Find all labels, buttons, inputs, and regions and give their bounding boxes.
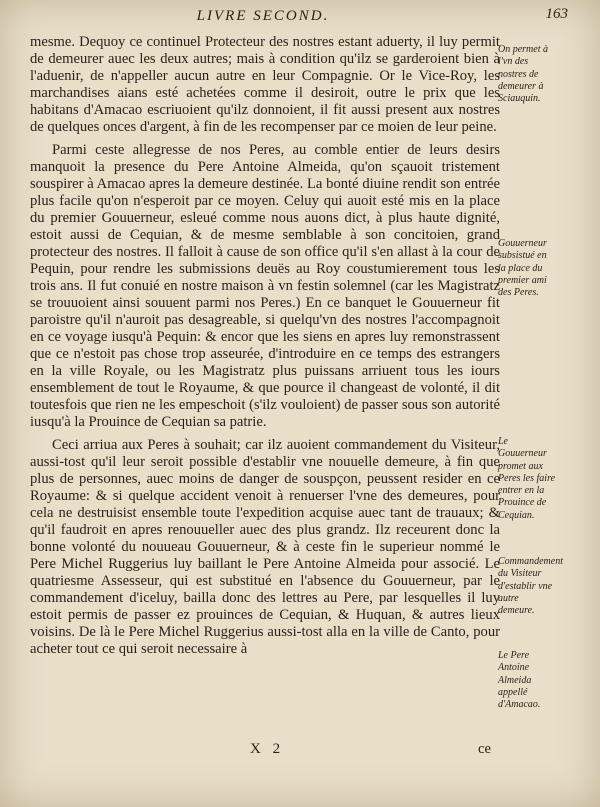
margin-note: Le Pere Antoine Almeida appellé d'Amacao. <box>498 650 541 711</box>
page-number: 163 <box>545 6 568 22</box>
paragraph: Parmi ceste allegresse de nos Peres, au comble entier de leurs desirs manquoit la presence du Pere Antoine Almeida, qu'on sçauoit tristement souspirer à Amacao apres la demeure destinée. La bonté diuine rendit son entrée plus facile qu'on n'esperoit par ce moyen. Celuy qui auoit esté mis en la place du premier Gouuerneur, esleué comme nous auons dict, à plus haute dignité, estoit aussi de Cequian, & de mesme semblable à son concitoien, grand protecteur des nostres. Il falloit à cause de son office qu'il s'en allast à la cour de Pequin, pour rendre les submissions deuës au Roy coustumierement tous les trois ans. Il fut conuié en nostre maison à vn festin solemnel (car les Magistratz se trouuoient ainsi souuent parmi nos Peres.) En ce banquet le Gouuerneur fit paroistre qu'il n'auroit pas desagreable, si quelqu'vn des nostres l'accompagnoit en ce voyage iusqu'à Pequin: & encor que les siens en apres luy remonstrassent que ce n'estoit pas chose trop asseurée, d'introduire en ce temps des estrangers en la ville Royale, ou les Magistratz plus puissans arriuent tous les iours ensemblement de tout le Royaume, & que pource il changeast de volonté, il dit toutesfois que rien ne les empeschoit (s'ilz vouloient) de passer sous son autorité iusqu'à la Prouince de Cequian sa patrie. <box>30 142 500 430</box>
signature-mark: X 2 <box>250 741 285 757</box>
margin-note: Commandement du Visiteur d'establir vne autre demeure. <box>498 556 563 617</box>
running-head: LIVRE SECOND. <box>196 8 330 24</box>
margin-note: On permet à l'vn des nostres de demeurer à Sciauquin. <box>498 44 548 105</box>
paragraph: Ceci arriua aux Peres à souhait; car ilz auoient commandement du Visiteur, aussi-tost qu'il leur seroit possible d'establir vne nouuelle demeure, à fin que plus de personnes, auec moins de danger de souspçon, peussent resider en ce Royaume: & si quelque accident venoit à renuerser l'vne des demeures, pour cela ne destruisist ensemble toute l'expedition acquise auec tant de trauaux; & qu'il faudroit en apres renouueller auec des plus grandz. Ilz receurent donc la bonne volonté du nouueau Gouuerneur, & à ceste fin le superieur nommé le Pere Michel Ruggerius luy baillant le Pere Antoine Almeida pour associé. Le quatriesme Assesseur, qui est substitué en l'absence du Gouuerneur, par le commandement d'iceluy, bailla donc des lettres au Pere, par lesquelles il luy estoit permis de passer ez prouinces de Cequian, & Huquan, & autres lieux voisins. De là le Pere Michel Ruggerius aussi-tost alla en la ville de Canto, pour acheter tout ce qui seroit necessaire à <box>30 437 500 657</box>
margin-note: Le Gouuerneur promet aux Peres les faire entrer en la Prouince de Cequian. <box>498 436 556 521</box>
paragraph: mesme. Dequoy ce continuel Protecteur des nostres estant aduerty, il luy permit de demeurer auec les deux autres; mais à condition qu'ilz se garderoient bien à l'aduenir, de n'appeller aucun autre en leur Compagnie. Or le Vice-Roy, les marchandises aians esté achetées comme il desiroit, outre le prix que les habitans d'Amacao escriuoient qu'ilz donnoient, il fit aussi present aux nostres de quelques onces d'argent, à fin de les recompenser par ce moien de leur peine. <box>30 34 500 135</box>
margin-note: Gouuerneur subsistué en la place du premier ami des Peres. <box>498 238 547 299</box>
page-header <box>28 6 568 30</box>
catchword: ce <box>478 741 491 757</box>
main-text <box>30 34 500 664</box>
